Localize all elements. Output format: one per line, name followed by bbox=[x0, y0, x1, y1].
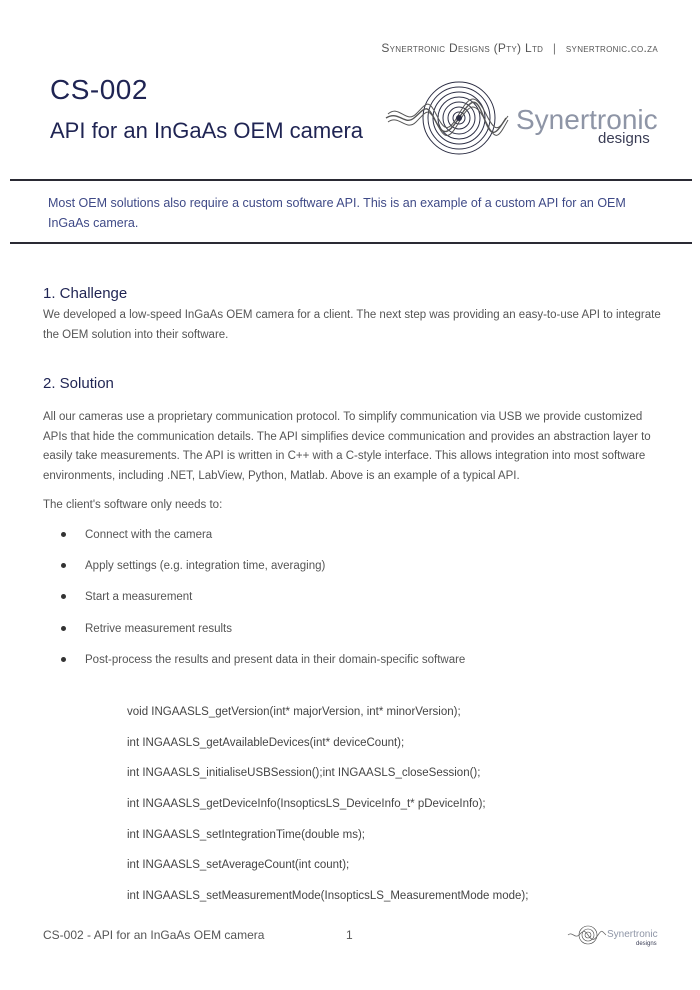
header-separator: | bbox=[552, 41, 557, 55]
section-solution-text: All our cameras use a proprietary communication protocol. To simplify communication via USB we provide customized APIs that hide the communication details. The API simplifies device communication and provides an abstraction layer to easily take measurements. The API is written in C++ with a C-style interface. This allows integration into most software environments, including .NET, LabView, Python, Matlab. Above is an example of a typical API. bbox=[43, 411, 651, 482]
client-intro: The client's software only needs to: bbox=[43, 499, 223, 511]
bullet-icon bbox=[61, 563, 66, 568]
company-website: synertronic.co.za bbox=[565, 41, 658, 55]
waveform-emblem-icon bbox=[386, 82, 508, 154]
intro-summary: Most OEM solutions also require a custom software API. This is an example of a custom API for an OEM InGaAs camera. bbox=[48, 196, 626, 230]
section-challenge-heading: 1. Challenge bbox=[43, 285, 128, 302]
code-line: int INGAASLS_setIntegrationTime(double ms); bbox=[127, 828, 365, 841]
footer-logo-wordmark: Synertronic bbox=[607, 929, 658, 940]
list-item: Apply settings (e.g. integration time, averaging) bbox=[60, 557, 620, 588]
company-header bbox=[381, 41, 658, 55]
code-line: int INGAASLS_setAverageCount(int count); bbox=[127, 859, 350, 872]
code-line: int INGAASLS_initialiseUSBSession();int INGAASLS_closeSession(); bbox=[127, 767, 481, 780]
client-steps-list bbox=[60, 526, 620, 682]
code-line: int INGAASLS_getDeviceInfo(InsopticsLS_DeviceInfo_t* pDeviceInfo); bbox=[127, 798, 486, 811]
section-solution-heading: 2. Solution bbox=[43, 375, 114, 392]
logo-subword: designs bbox=[598, 130, 650, 147]
company-name: Synertronic Designs (Pty) Ltd bbox=[381, 41, 544, 55]
list-item: Post-process the results and present data in their domain-specific software bbox=[60, 651, 620, 682]
document-id: CS-002 bbox=[50, 74, 148, 105]
bullet-icon bbox=[61, 626, 66, 631]
bullet-icon bbox=[61, 532, 66, 537]
divider-top bbox=[10, 179, 692, 181]
page-number: 1 bbox=[346, 928, 353, 942]
list-item: Connect with the camera bbox=[60, 526, 620, 557]
logo-wordmark: Synertronic bbox=[516, 104, 658, 135]
bullet-icon bbox=[61, 594, 66, 599]
footer-logo bbox=[566, 920, 662, 950]
page-title: API for an InGaAs OEM camera bbox=[50, 118, 364, 143]
footer-emblem-icon bbox=[568, 926, 606, 944]
divider-bottom bbox=[10, 242, 692, 244]
footer-doc-label: CS-002 - API for an InGaAs OEM camera bbox=[43, 928, 265, 942]
bullet-icon bbox=[61, 657, 66, 662]
list-item: Retrive measurement results bbox=[60, 620, 620, 651]
section-challenge-text: We developed a low-speed InGaAs OEM camera for a client. The next step was providing an easy-to-use API to integrate the OEM solution into their software. bbox=[43, 309, 661, 341]
api-code-listing bbox=[127, 703, 647, 918]
code-line: int INGAASLS_setMeasurementMode(InsopticsLS_MeasurementMode mode); bbox=[127, 890, 529, 903]
list-item: Start a measurement bbox=[60, 588, 620, 619]
code-line: int INGAASLS_getAvailableDevices(int* deviceCount); bbox=[127, 736, 405, 749]
code-line: void INGAASLS_getVersion(int* majorVersion, int* minorVersion); bbox=[127, 706, 461, 718]
synertronic-logo bbox=[384, 80, 664, 160]
footer-logo-subword: designs bbox=[636, 941, 657, 947]
